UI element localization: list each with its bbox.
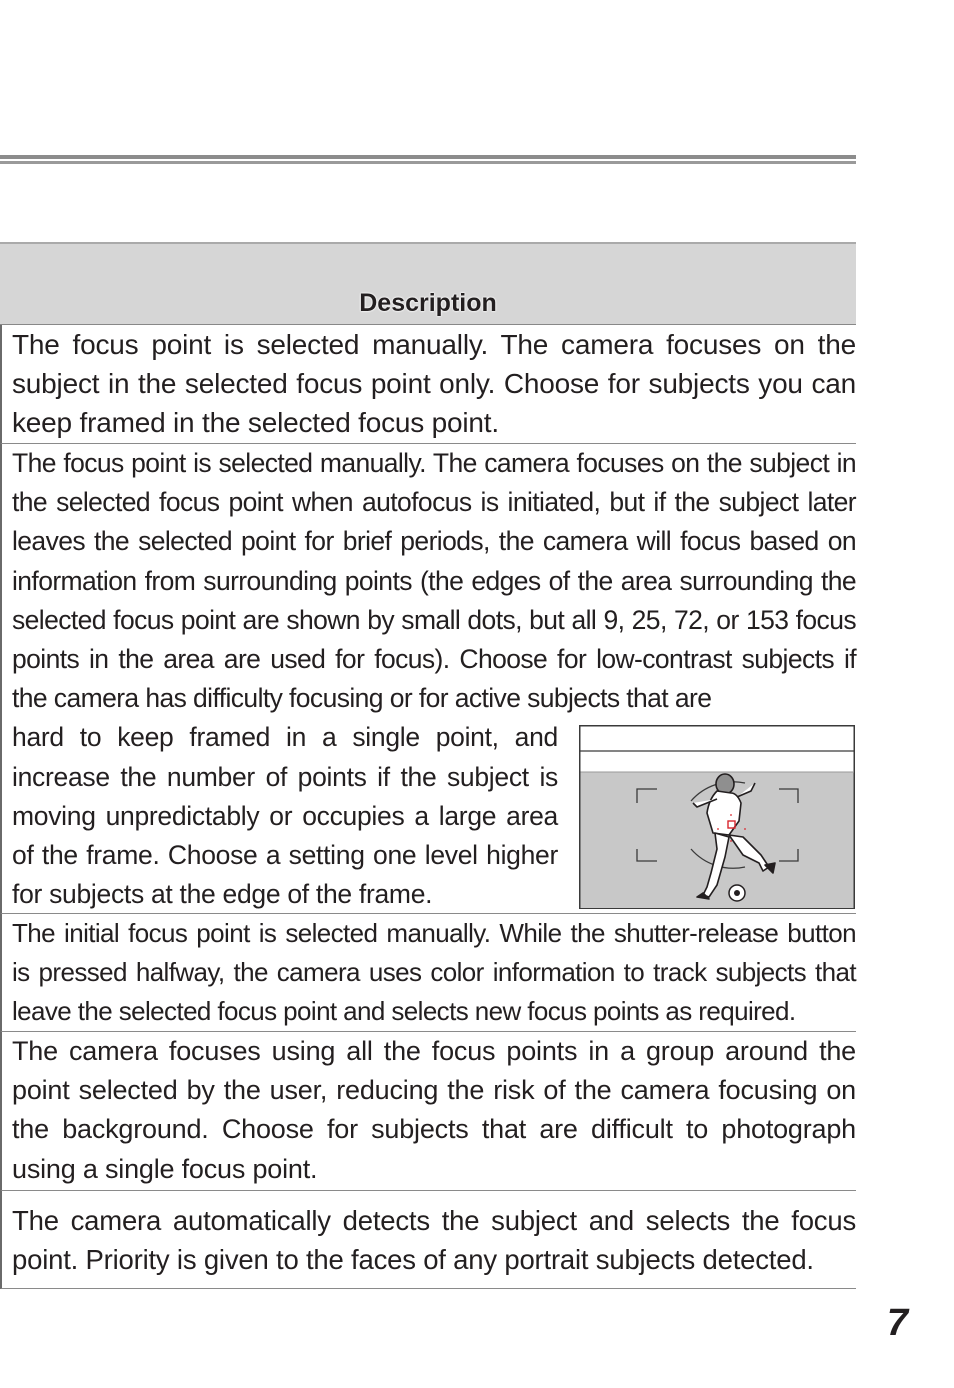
description-table [0,242,856,1289]
table-header [0,242,856,325]
soccer-player-viewfinder-illustration [579,725,855,909]
column-header-description: Description [359,289,497,317]
table-row [0,325,856,444]
row-description: The initial focus point is selected manually. While the shutter-release button is pressed halfway, the camera uses color information to track subjects that leave the selected focus point and selects new focus points as required. [12,918,856,1027]
table-row [0,1191,856,1289]
table-row [0,444,856,914]
row-description: The focus point is selected manually. The camera focuses on the subject in the selected focus point when autofocus is initiated, but if the subject later leaves the selected point for brief periods, the camera will focus based on information from surrounding points (the edges of the area surrounding the selected focus point are shown by small dots, but all 9, 25, 72, or 153 focus points in the area are used for focus). Choose for low-contrast subjects if the camera has difficulty focusing or for active subjects that are [12,448,856,714]
row-description: The camera focuses using all the focus points in a group around the point selected by the user, reducing the risk of the camera focusing on the background. Choose for subjects that are difficult to photograph using a single focus point. [12,1036,856,1184]
page-number: 7 [886,1302,908,1344]
row-description: The camera automatically detects the subject and selects the focus point. Priority is given to the faces of any portrait subjects detected. [12,1205,856,1276]
row-description-continued: hard to keep framed in a single point, and increase the number of points if the subject is moving unpredictably or occupies a large area of the frame. Choose a setting one level higher for subjects at the edge of the frame. [12,722,558,910]
table-row [0,914,856,1032]
header-rule [0,155,856,166]
table-row [0,1032,856,1191]
row-description: The focus point is selected manually. The camera focuses on the subject in the selected focus point only. Choose for subjects you can keep framed in the selected focus point. [12,329,856,439]
